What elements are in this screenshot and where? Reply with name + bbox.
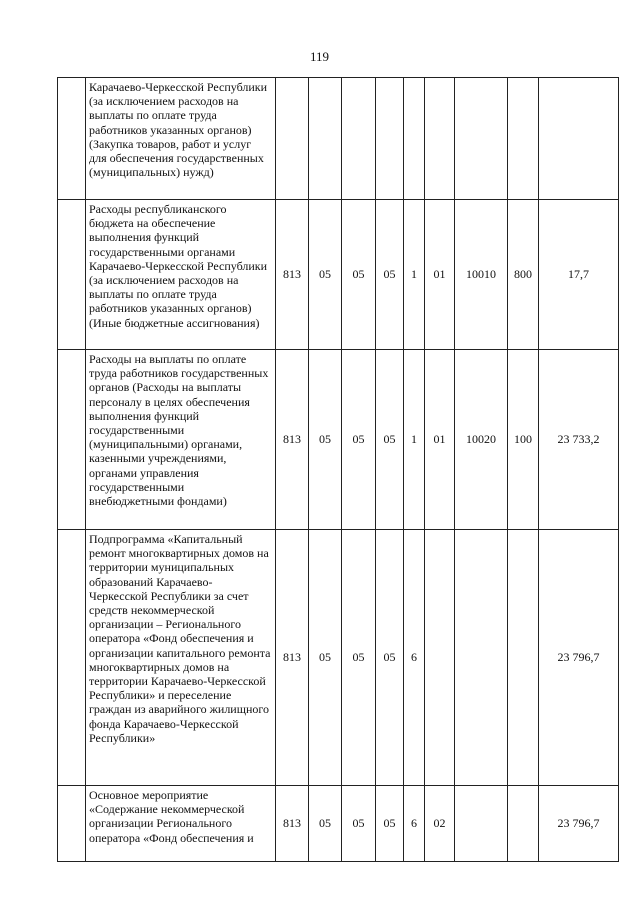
- direction-code-cell: [455, 78, 508, 200]
- direction-code-cell: [455, 530, 508, 786]
- main-event-code-cell: [425, 530, 455, 786]
- expense-name-cell: Основное мероприятие «Содержание некоммерческой организации Регионального оператора «Фонд обеспечения и: [86, 786, 276, 862]
- admin-code-cell: 813: [276, 530, 309, 786]
- table-row: [58, 530, 619, 786]
- row-number-cell: [58, 200, 86, 350]
- program-code-cell: 05: [376, 200, 404, 350]
- subsection-code-cell: [342, 78, 376, 200]
- subprogram-code-cell: 1: [404, 350, 425, 530]
- subprogram-code-cell: 1: [404, 200, 425, 350]
- admin-code-cell: [276, 78, 309, 200]
- row-number-cell: [58, 78, 86, 200]
- subsection-code-cell: 05: [342, 530, 376, 786]
- page-number: 119: [309, 49, 330, 64]
- sum-cell: 17,7: [539, 200, 619, 350]
- table-row: [58, 78, 619, 200]
- table-row: [58, 786, 619, 862]
- expense-name-cell: Расходы республиканского бюджета на обеспечение выполнения функций государственными органами Карачаево-Черкесской Республики (за исключением расходов на выплаты по оплате труда работников указанных органов) (Иные бюджетные ассигнования): [86, 200, 276, 350]
- program-code-cell: 05: [376, 530, 404, 786]
- sum-cell: 23 796,7: [539, 530, 619, 786]
- main-event-code-cell: 01: [425, 200, 455, 350]
- table-row: [58, 350, 619, 530]
- main-event-code-cell: [425, 78, 455, 200]
- direction-code-cell: 10010: [455, 200, 508, 350]
- expense-type-code-cell: [508, 786, 539, 862]
- subsection-code-cell: 05: [342, 350, 376, 530]
- admin-code-cell: 813: [276, 350, 309, 530]
- section-code-cell: 05: [309, 786, 342, 862]
- subsection-code-cell: 05: [342, 200, 376, 350]
- subprogram-code-cell: [404, 78, 425, 200]
- admin-code-cell: 813: [276, 786, 309, 862]
- program-code-cell: 05: [376, 350, 404, 530]
- subsection-code-cell: 05: [342, 786, 376, 862]
- expense-name-cell: Расходы на выплаты по оплате труда работников государственных органов (Расходы на выплаты персоналу в целях обеспечения выполнения функций государственными (муниципальными) органами, казенными учреждениями, органами управления государственными внебюджетными фондами): [86, 350, 276, 530]
- direction-code-cell: [455, 786, 508, 862]
- expense-name-cell: Карачаево-Черкесской Республики (за исключением расходов на выплаты по оплате труда работников указанных органов) (Закупка товаров, работ и услуг для обеспечения государственных (муниципальных) нужд): [86, 78, 276, 200]
- section-code-cell: 05: [309, 200, 342, 350]
- admin-code-cell: 813: [276, 200, 309, 350]
- sum-cell: [539, 78, 619, 200]
- section-code-cell: 05: [309, 350, 342, 530]
- direction-code-cell: 10020: [455, 350, 508, 530]
- sum-cell: 23 733,2: [539, 350, 619, 530]
- expense-type-code-cell: [508, 78, 539, 200]
- section-code-cell: 05: [309, 530, 342, 786]
- subprogram-code-cell: 6: [404, 786, 425, 862]
- table-row: [58, 200, 619, 350]
- program-code-cell: 05: [376, 786, 404, 862]
- main-event-code-cell: 01: [425, 350, 455, 530]
- expense-type-code-cell: [508, 530, 539, 786]
- program-code-cell: [376, 78, 404, 200]
- row-number-cell: [58, 350, 86, 530]
- subprogram-code-cell: 6: [404, 530, 425, 786]
- budget-table: [57, 77, 619, 862]
- main-event-code-cell: 02: [425, 786, 455, 862]
- sum-cell: 23 796,7: [539, 786, 619, 862]
- expense-type-code-cell: 100: [508, 350, 539, 530]
- row-number-cell: [58, 786, 86, 862]
- expense-type-code-cell: 800: [508, 200, 539, 350]
- expense-name-cell: Подпрограмма «Капитальный ремонт многоквартирных домов на территории муниципальных образований Карачаево-Черкесской Республики за счет средств некоммерческой организации – Регионального оператора «Фонд обеспечения и организации капитального ремонта многоквартирных домов на территории Карачаево-Черкесской Республики» и переселение граждан из аварийного жилищного фонда Карачаево-Черкесской Республики»: [86, 530, 276, 786]
- row-number-cell: [58, 530, 86, 786]
- section-code-cell: [309, 78, 342, 200]
